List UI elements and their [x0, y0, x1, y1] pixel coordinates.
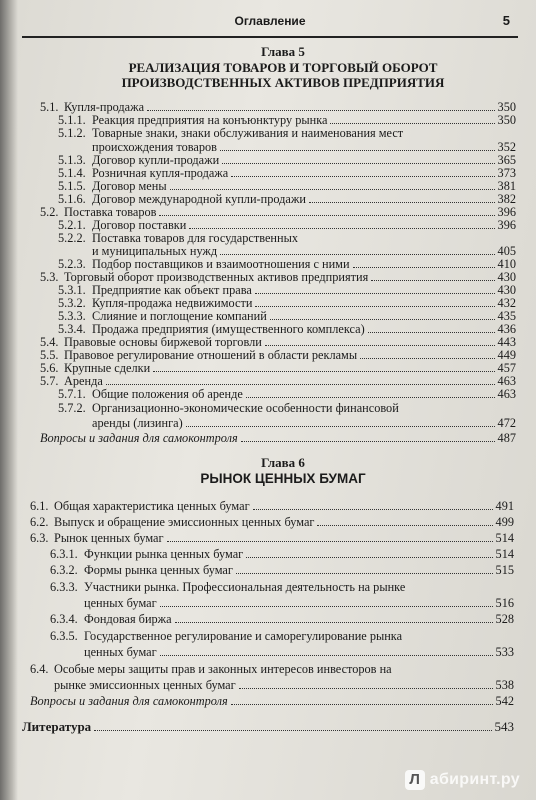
entry-page: 430: [497, 270, 516, 284]
entry-title: Договор поставки: [92, 218, 187, 232]
toc-entry[interactable]: [58, 283, 516, 297]
leader-dots: [167, 541, 493, 542]
toc-entry[interactable]: [58, 153, 516, 167]
toc-entry[interactable]: [58, 387, 516, 401]
leader-dots: [371, 280, 494, 281]
leader-dots: [189, 228, 494, 229]
toc-entry[interactable]: [58, 218, 516, 232]
entry-number: 5.2.1.: [58, 218, 86, 232]
entry-number: 6.3.: [30, 531, 49, 545]
toc-entry-continuation[interactable]: [84, 645, 514, 659]
leader-dots: [270, 319, 495, 320]
entry-number: 5.2.2.: [58, 231, 86, 245]
toc-entry[interactable]: [58, 192, 516, 206]
entry-page: 432: [497, 296, 516, 310]
entry-title: Договор купли-продажи: [92, 153, 220, 167]
toc-entry-continuation[interactable]: [92, 416, 516, 430]
entry-page: 435: [497, 309, 516, 323]
entry-number: 5.1.3.: [58, 153, 86, 167]
entry-title: Организационно-экономические особенности финансовой: [92, 401, 399, 415]
entry-number: 5.1.1.: [58, 113, 86, 127]
toc-entry[interactable]: [50, 547, 514, 561]
entry-page: 516: [495, 596, 514, 610]
leader-dots: [239, 688, 493, 689]
leader-dots: [160, 606, 493, 607]
leader-dots: [231, 176, 494, 177]
labirint-logo-icon: Л: [405, 770, 425, 790]
leader-dots: [368, 332, 495, 333]
leader-dots: [175, 622, 493, 623]
entry-number: 5.5.: [40, 348, 59, 362]
entry-title-cont: ценных бумаг: [84, 645, 157, 659]
toc-entry[interactable]: [58, 309, 516, 323]
leader-dots: [353, 267, 495, 268]
toc-entry[interactable]: [40, 374, 516, 388]
entry-page: 487: [497, 431, 516, 445]
leader-dots: [246, 397, 495, 398]
entry-number: 5.4.: [40, 335, 59, 349]
entry-page: 430: [497, 283, 516, 297]
entry-title: Формы рынка ценных бумаг: [84, 563, 233, 577]
entry-number: 6.3.5.: [50, 629, 78, 643]
entry-page: 514: [495, 531, 514, 545]
entry-page: 396: [497, 205, 516, 219]
entry-page: 350: [497, 113, 516, 127]
entry-page: 443: [497, 335, 516, 349]
entry-page: 499: [495, 515, 514, 529]
entry-title: Договор мены: [92, 179, 167, 193]
chapter-number: Глава 5: [261, 44, 305, 59]
toc-entry[interactable]: [58, 296, 516, 310]
entry-title: Правовые основы биржевой торговли: [64, 335, 262, 349]
entry-number: 5.1.: [40, 100, 59, 114]
leader-dots: [222, 163, 494, 164]
leader-dots: [255, 293, 495, 294]
entry-title: Слияние и поглощение компаний: [92, 309, 267, 323]
entry-page: 365: [497, 153, 516, 167]
leader-dots: [330, 123, 494, 124]
entry-page: 396: [497, 218, 516, 232]
entry-page: 528: [495, 612, 514, 626]
entry-page: 463: [497, 374, 516, 388]
entry-title: Крупные сделки: [64, 361, 151, 375]
leader-dots: [160, 655, 493, 656]
leader-dots: [253, 509, 493, 510]
entry-title: Купля-продажа недвижимости: [92, 296, 253, 310]
entry-number: 5.3.4.: [58, 322, 86, 336]
entry-number: 5.1.2.: [58, 126, 86, 140]
chapter-title-line-2: ПРОИЗВОДСТВЕННЫХ АКТИВОВ ПРЕДПРИЯТИЯ: [121, 75, 445, 90]
leader-dots: [246, 557, 492, 558]
page-number: 5: [502, 13, 510, 28]
chapter-6-heading: [30, 455, 536, 486]
entry-number: 5.7.: [40, 374, 59, 388]
entry-number: 5.7.1.: [58, 387, 86, 401]
leader-dots: [147, 110, 494, 111]
toc-entry[interactable]: [58, 257, 516, 271]
entry-page: 382: [497, 192, 516, 206]
running-header: [22, 10, 518, 38]
toc-entry[interactable]: [40, 270, 516, 284]
entry-page: 543: [494, 719, 514, 734]
entry-page: 457: [497, 361, 516, 375]
toc-entry[interactable]: [40, 348, 516, 362]
entry-number: 5.1.4.: [58, 166, 86, 180]
entry-title: Поставка товаров для государственных: [92, 231, 298, 245]
entry-title: Торговый оборот производственных активов предприятия: [64, 270, 369, 284]
entry-page: 405: [497, 244, 516, 258]
entry-number: 6.3.4.: [50, 612, 78, 626]
toc-entry[interactable]: [30, 515, 514, 529]
entry-number: 5.3.1.: [58, 283, 86, 297]
entry-page: 449: [497, 348, 516, 362]
entry-page: 352: [497, 140, 516, 154]
entry-page: 472: [497, 416, 516, 430]
entry-title: Розничная купля-продажа: [92, 166, 229, 180]
entry-title: Продажа предприятия (имущественного комплекса): [92, 322, 365, 336]
entry-page: 463: [497, 387, 516, 401]
entry-title: Особые меры защиты прав и законных интересов инвесторов на: [54, 662, 392, 676]
toc-entry-continuation[interactable]: [54, 678, 514, 692]
entry-number: 6.1.: [30, 499, 49, 513]
leader-dots: [159, 215, 494, 216]
entry-number: 5.2.3.: [58, 257, 86, 271]
entry-title: Вопросы и задания для самоконтроля: [40, 431, 238, 445]
chapter-title-line-1: РЕАЛИЗАЦИЯ ТОВАРОВ И ТОРГОВЫЙ ОБОРОТ: [128, 60, 438, 75]
entry-page: 410: [497, 257, 516, 271]
toc-entry-continuation[interactable]: [92, 140, 516, 154]
leader-dots: [220, 150, 495, 151]
toc-entry[interactable]: [50, 612, 514, 626]
toc-entry[interactable]: [58, 322, 516, 336]
leader-dots: [186, 426, 495, 427]
entry-title: Функции рынка ценных бумаг: [84, 547, 244, 561]
toc-entry-self-check[interactable]: [30, 694, 514, 708]
entry-page: 542: [495, 694, 514, 708]
toc-entry-self-check[interactable]: [40, 431, 516, 445]
toc-entry-continuation[interactable]: [92, 244, 516, 258]
entry-title: Аренда: [64, 374, 103, 388]
entry-title: Предприятие как объект права: [92, 283, 252, 297]
entry-number: 6.3.1.: [50, 547, 78, 561]
entry-title: Правовое регулирование отношений в области рекламы: [64, 348, 358, 362]
entry-title: Реакция предприятия на конъюнктуру рынка: [92, 113, 328, 127]
toc-entry[interactable]: [40, 205, 516, 219]
toc-entry[interactable]: [50, 629, 402, 643]
entry-number: 6.2.: [30, 515, 49, 529]
header-title: Оглавление: [234, 14, 306, 28]
leader-dots: [94, 730, 491, 731]
watermark-text: абиринт.ру: [429, 771, 520, 788]
leader-dots: [265, 345, 495, 346]
page-edge-shadow: [0, 0, 18, 800]
toc-entry-literature[interactable]: [22, 720, 514, 734]
entry-title: Договор международной купли-продажи: [92, 192, 306, 206]
leader-dots: [241, 441, 495, 442]
leader-dots: [360, 358, 494, 359]
entry-title: Купля-продажа: [64, 100, 145, 114]
chapter-title: РЫНОК ЦЕННЫХ БУМАГ: [200, 471, 366, 486]
entry-title: Участники рынка. Профессиональная деятельность на рынке: [84, 580, 406, 594]
entry-number: 6.3.3.: [50, 580, 78, 594]
entry-page: 533: [495, 645, 514, 659]
entry-title: Поставка товаров: [64, 205, 157, 219]
chapter-5-heading: [30, 44, 536, 90]
entry-title: Общая характеристика ценных бумаг: [54, 499, 250, 513]
entry-title-cont: ценных бумаг: [84, 596, 157, 610]
entry-title: Фондовая биржа: [84, 612, 172, 626]
entry-title-cont: и муниципальных нужд: [92, 244, 218, 258]
entry-title: Литература: [22, 719, 92, 734]
entry-page: 350: [497, 100, 516, 114]
entry-page: 491: [495, 499, 514, 513]
entry-number: 6.3.2.: [50, 563, 78, 577]
entry-page: 373: [497, 166, 516, 180]
toc-entry[interactable]: [58, 113, 516, 127]
leader-dots: [170, 189, 495, 190]
entry-number: 6.4.: [30, 662, 49, 676]
watermark-logo: [405, 770, 520, 790]
entry-title: Выпуск и обращение эмиссионных ценных бумаг: [54, 515, 315, 529]
entry-page: 381: [497, 179, 516, 193]
toc-entry[interactable]: [58, 231, 298, 245]
leader-dots: [106, 384, 495, 385]
entry-number: 5.1.5.: [58, 179, 86, 193]
toc-entry-continuation[interactable]: [84, 596, 514, 610]
toc-entry[interactable]: [50, 580, 405, 594]
toc-entry[interactable]: [40, 361, 516, 375]
entry-title-cont: аренды (лизинга): [92, 416, 183, 430]
toc-entry[interactable]: [58, 401, 399, 415]
leader-dots: [220, 254, 494, 255]
entry-title: Государственное регулирование и саморегулирование рынка: [84, 629, 403, 643]
entry-title-cont: происхождения товаров: [92, 140, 217, 154]
toc-entry[interactable]: [40, 335, 516, 349]
leader-dots: [231, 704, 493, 705]
leader-dots: [153, 371, 494, 372]
leader-dots: [317, 525, 492, 526]
entry-title: Вопросы и задания для самоконтроля: [30, 694, 228, 708]
entry-title: Товарные знаки, знаки обслуживания и наименования мест: [92, 126, 404, 140]
toc-entry[interactable]: [50, 563, 514, 577]
entry-page: 538: [495, 678, 514, 692]
toc-entry[interactable]: [40, 100, 516, 114]
leader-dots: [309, 202, 495, 203]
entry-number: 5.3.3.: [58, 309, 86, 323]
entry-title: Рынок ценных бумаг: [54, 531, 164, 545]
leader-dots: [255, 306, 494, 307]
entry-page: 515: [495, 563, 514, 577]
toc-entry[interactable]: [58, 166, 516, 180]
toc-entry[interactable]: [58, 179, 516, 193]
entry-number: 5.2.: [40, 205, 59, 219]
entry-page: 436: [497, 322, 516, 336]
entry-title-cont: рынке эмиссионных ценных бумаг: [54, 678, 236, 692]
toc-entry[interactable]: [30, 531, 514, 545]
chapter-number: Глава 6: [261, 455, 305, 470]
entry-number: 5.3.: [40, 270, 59, 284]
entry-number: 5.7.2.: [58, 401, 86, 415]
leader-dots: [236, 573, 493, 574]
toc-entry[interactable]: [58, 126, 403, 140]
entry-number: 5.6.: [40, 361, 59, 375]
entry-number: 5.3.2.: [58, 296, 86, 310]
toc-entry[interactable]: [30, 499, 514, 513]
entry-page: 514: [495, 547, 514, 561]
entry-title: Общие положения об аренде: [92, 387, 243, 401]
entry-number: 5.1.6.: [58, 192, 86, 206]
toc-entry[interactable]: [30, 662, 392, 676]
entry-title: Подбор поставщиков и взаимоотношения с ними: [92, 257, 350, 271]
